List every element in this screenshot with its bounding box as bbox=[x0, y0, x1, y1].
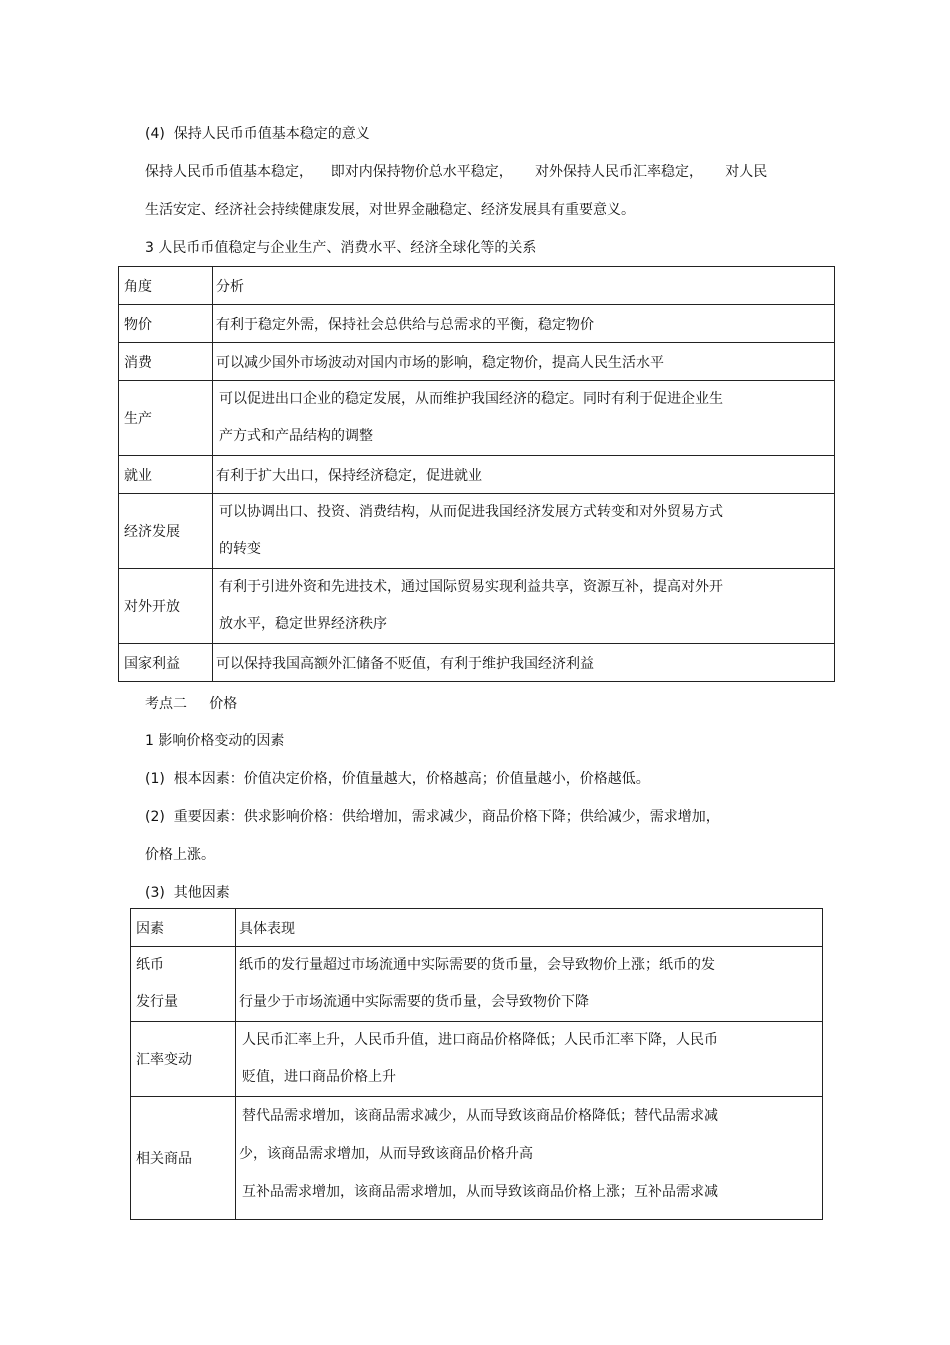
table-row bbox=[119, 644, 835, 682]
table-value-cell: 有利于扩大出口，保持经济稳定，促进就业 bbox=[213, 456, 835, 494]
paragraph-line: 保持人民币币值基本稳定， 即对内保持物价总水平稳定， 对外保持人民币汇率稳定， 对人民 bbox=[145, 164, 768, 180]
table-key-cell: 消费 bbox=[119, 343, 213, 381]
table-value-cell: 可以保持我国高额外汇储备不贬值，有利于维护我国经济利益 bbox=[213, 644, 835, 682]
table-row bbox=[119, 343, 835, 381]
section-heading-3: 3 人民币币值稳定与企业生产、消费水平、经济全球化等的关系 bbox=[145, 240, 537, 256]
table-value-cell: 可以减少国外市场波动对国内市场的影响，稳定物价，提高人民生活水平 bbox=[213, 343, 835, 381]
cell-line: 行量少于市场流通中实际需要的货币量，会导致物价下降 bbox=[239, 994, 589, 1010]
table-value-cell bbox=[236, 1022, 823, 1097]
table-value-cell bbox=[236, 1097, 823, 1220]
relation-table bbox=[118, 266, 835, 682]
table-value-cell bbox=[213, 494, 835, 569]
table-header-cell: 角度 bbox=[119, 267, 213, 305]
table-header-cell: 因素 bbox=[131, 909, 236, 947]
paragraph-line: 生活安定、经济社会持续健康发展，对世界金融稳定、经济发展具有重要意义。 bbox=[145, 202, 635, 218]
cell-line: 互补品需求增加，该商品需求增加，从而导致该商品价格上涨；互补品需求减 bbox=[242, 1184, 718, 1200]
cell-line: 产方式和产品结构的调整 bbox=[219, 428, 373, 444]
table-key-cell: 经济发展 bbox=[119, 494, 213, 569]
table-row bbox=[119, 456, 835, 494]
table-key-cell: 生产 bbox=[119, 381, 213, 456]
cell-line: 纸币的发行量超过市场流通中实际需要的货币量，会导致物价上涨；纸币的发 bbox=[239, 957, 715, 973]
table-row bbox=[131, 1022, 823, 1097]
cell-line: 人民币汇率上升，人民币升值，进口商品价格降低；人民币汇率下降，人民币 bbox=[242, 1032, 718, 1048]
table-key-cell: 物价 bbox=[119, 305, 213, 343]
paragraph-line: (2) 重要因素：供求影响价格：供给增加，需求减少，商品价格下降；供给减少，需求增加， bbox=[145, 809, 720, 825]
table-key-cell: 就业 bbox=[119, 456, 213, 494]
table-value-cell bbox=[213, 569, 835, 644]
table-row bbox=[131, 1097, 823, 1220]
table-row bbox=[119, 494, 835, 569]
cell-line: 的转变 bbox=[219, 541, 261, 557]
cell-line: 可以协调出口、投资、消费结构，从而促进我国经济发展方式转变和对外贸易方式 bbox=[219, 504, 723, 520]
cell-line: 纸币 bbox=[136, 957, 164, 973]
table-key-cell bbox=[131, 947, 236, 1022]
table-header-row bbox=[131, 909, 823, 947]
factor-table bbox=[130, 908, 823, 1220]
cell-line: 少，该商品需求增加，从而导致该商品价格升高 bbox=[239, 1146, 533, 1162]
paragraph-line: 价格上涨。 bbox=[145, 847, 215, 863]
table-row bbox=[119, 381, 835, 456]
table-value-cell bbox=[236, 947, 823, 1022]
table-key-cell: 相关商品 bbox=[131, 1097, 236, 1220]
cell-line: 贬值，进口商品价格上升 bbox=[242, 1069, 396, 1085]
table-value-cell: 有利于稳定外需，保持社会总供给与总需求的平衡，稳定物价 bbox=[213, 305, 835, 343]
cell-line: 替代品需求增加，该商品需求减少，从而导致该商品价格降低；替代品需求减 bbox=[242, 1108, 718, 1124]
table-header-cell: 分析 bbox=[213, 267, 835, 305]
cell-line: 可以促进出口企业的稳定发展，从而维护我国经济的稳定。同时有利于促进企业生 bbox=[219, 391, 723, 407]
table-header-cell: 具体表现 bbox=[236, 909, 823, 947]
table-row bbox=[131, 947, 823, 1022]
section-heading-4: (4) 保持人民币币值基本稳定的意义 bbox=[145, 126, 370, 142]
table-value-cell bbox=[213, 381, 835, 456]
table-key-cell: 国家利益 bbox=[119, 644, 213, 682]
table-key-cell: 汇率变动 bbox=[131, 1022, 236, 1097]
cell-line: 放水平，稳定世界经济秩序 bbox=[219, 616, 387, 632]
table-key-cell: 对外开放 bbox=[119, 569, 213, 644]
paragraph-line: (3) 其他因素 bbox=[145, 885, 230, 901]
cell-line: 发行量 bbox=[136, 994, 178, 1010]
section-heading-1: 1 影响价格变动的因素 bbox=[145, 733, 285, 749]
table-row bbox=[119, 569, 835, 644]
topic-title: 考点二 价格 bbox=[145, 696, 238, 712]
cell-line: 有利于引进外资和先进技术，通过国际贸易实现利益共享，资源互补，提高对外开 bbox=[219, 579, 723, 595]
table-row bbox=[119, 305, 835, 343]
paragraph-line: (1) 根本因素：价值决定价格，价值量越大，价格越高；价值量越小，价格越低。 bbox=[145, 771, 650, 787]
table-header-row bbox=[119, 267, 835, 305]
